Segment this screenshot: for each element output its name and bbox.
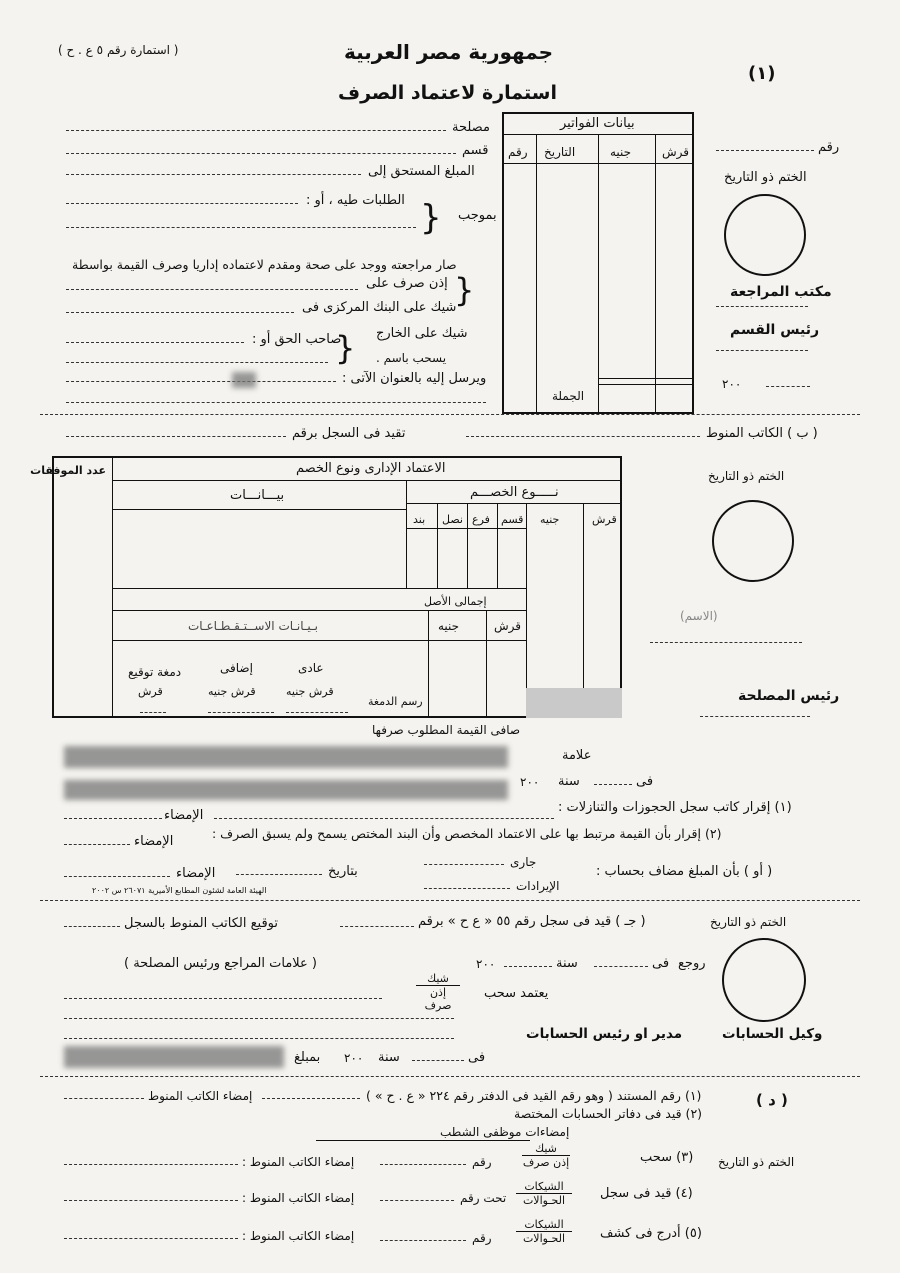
approvals-col-label: عدد الموفقات xyxy=(30,464,106,477)
net-value-label: صافى القيمة المطلوب صرفها xyxy=(372,723,521,737)
table-rule xyxy=(112,640,526,641)
table-rule xyxy=(437,503,438,588)
invoice-col-number: رقم xyxy=(508,145,528,159)
clerk-sign-label: إمضاء الكاتب المنوط : xyxy=(242,1155,355,1169)
document-number-field[interactable] xyxy=(262,1098,360,1099)
review-text: صار مراجعته ووجد على صحة ومقدم لاعتماده إداريا وصرف القيمة بواسطة xyxy=(72,257,457,272)
claims-field[interactable] xyxy=(66,203,298,204)
current-field[interactable] xyxy=(424,864,504,865)
claims-field-2[interactable] xyxy=(66,227,416,228)
address-field[interactable] xyxy=(66,381,336,382)
accounts-entry-item: (٢) قيد فى دفاتر الحسابات المختصة xyxy=(514,1106,703,1121)
admin-approval-label: الاعتماد الإدارى ونوع الخصم xyxy=(296,461,446,476)
republic-title: جمهورية مصر العربية xyxy=(344,40,554,64)
central-bank-check-field[interactable] xyxy=(66,312,294,313)
gross-total-label: إجمالى الأصل xyxy=(424,595,487,608)
discount-col-pounds: جنيه xyxy=(540,513,560,526)
approve-draw-field-2[interactable] xyxy=(64,1018,454,1019)
section-b-label: ( ب ) الكاتب المنوط xyxy=(706,426,818,441)
date-stamp-circle xyxy=(724,194,806,276)
document-number-item: (١) رقم المستند ( وهو رقم القيد فى الدفتر رقم ٢٢٤ « ع . ح » ) xyxy=(366,1088,702,1103)
table-rule xyxy=(655,134,656,414)
clerk-sign-label: إمضاء الكاتب المنوط : xyxy=(242,1229,355,1243)
section-divider xyxy=(40,414,860,415)
beneficiary-label: صاحب الحق أو : xyxy=(252,332,342,347)
on-label: فى xyxy=(468,1050,486,1065)
redacted-bar xyxy=(64,746,508,768)
declaration-1-field[interactable] xyxy=(214,818,554,819)
by-virtue-label: بموجب xyxy=(458,208,497,223)
number-field[interactable] xyxy=(716,150,814,151)
discount-col-piasters: قرش xyxy=(592,513,617,526)
section-divider xyxy=(40,1076,860,1077)
signature-field[interactable] xyxy=(64,844,130,845)
brace-icon: { xyxy=(335,329,356,367)
agency-field[interactable] xyxy=(66,130,446,131)
invoice-total-label: الجملة xyxy=(552,389,585,403)
revenues-field[interactable] xyxy=(424,888,510,889)
fraction-bills: الحـوالات xyxy=(522,1194,566,1207)
form-reference: ( استمارة رقم ٥ ع . ح ) xyxy=(58,43,179,57)
declaration-2: (٢) إقرار بأن القيمة مرتبط بها على الاعتماد المخصص وأن البند المختص يسمح ولم يسبق الصرف : xyxy=(212,826,722,841)
reviewer-marks-label: ( علامات المراجع ورئيس المصلحة ) xyxy=(124,956,318,971)
discount-col-section: قسم xyxy=(501,513,524,526)
or-added-label: ( أو ) بأن المبلغ مضاف بحساب : xyxy=(596,864,773,879)
agency-head-label: رئيس المصلحة xyxy=(738,688,840,704)
year-prefix: ٢٠٠ xyxy=(722,377,742,391)
beneficiary-field[interactable] xyxy=(66,342,244,343)
fraction-checks: الشيكات xyxy=(516,1218,572,1232)
table-rule xyxy=(583,503,584,718)
table-rule xyxy=(467,503,468,588)
drawn-in-name-field[interactable] xyxy=(66,362,328,363)
stamp-date-label: الختم ذو التاريخ xyxy=(718,1155,795,1169)
under-number-label: تحت رقم xyxy=(460,1191,507,1205)
current-label: جارى xyxy=(510,855,537,869)
year-label: سنة xyxy=(556,956,578,971)
ink-smudge xyxy=(232,372,256,388)
fraction-check: شيك xyxy=(416,972,460,986)
central-bank-check-label: شيك على البنك المركزى فى xyxy=(302,300,457,315)
signature-label: الإمضاء xyxy=(134,834,174,849)
agency-label: مصلحة xyxy=(452,120,490,135)
declaration-1: (١) إقرار كاتب سجل الحجوزات والتنازلات : xyxy=(558,800,792,815)
number-label: رقم xyxy=(472,1231,492,1245)
clerk-signature-field[interactable] xyxy=(64,926,120,927)
department-label: قسم xyxy=(462,143,489,158)
table-rule xyxy=(112,509,406,510)
amount-field[interactable] xyxy=(286,712,348,713)
section-c-entry: ( جـ ) قيد فى سجل رقم ٥٥ « ع ح » برقم xyxy=(418,914,646,929)
stamp-date-label: الختم ذو التاريخ xyxy=(710,915,787,929)
discount-type-label: نـــــوع الخصـــم xyxy=(470,485,559,500)
deductions-col-pounds: جنيه xyxy=(438,619,460,633)
approve-draw-field-3[interactable] xyxy=(64,1038,454,1039)
amount-due-field[interactable] xyxy=(66,174,361,175)
fraction-checks: الشيكات xyxy=(516,1180,572,1194)
table-rule xyxy=(497,503,498,588)
net-total-cell xyxy=(526,688,622,718)
on-label: فى xyxy=(636,774,654,789)
invoice-col-pounds: جنيه xyxy=(610,145,632,159)
fraction-bills: الحـوالات xyxy=(522,1232,566,1245)
year-label: سنة xyxy=(558,774,580,789)
stamp-date-label: الختم ذو التاريخ xyxy=(724,170,807,185)
clerk-sign-label: إمضاء الكاتب المنوط xyxy=(148,1089,253,1103)
address-label: ويرسل إليه بالعنوان الآتى : xyxy=(342,371,487,386)
fraction-payment-order: إذن صرف xyxy=(522,1156,570,1169)
regular-currency-label: قرش جنيه xyxy=(286,685,334,698)
payment-order-field[interactable] xyxy=(66,289,358,290)
year-field[interactable] xyxy=(504,966,552,967)
discount-col-branch: فرع xyxy=(472,513,490,526)
signature-field[interactable] xyxy=(64,876,170,877)
table-rule xyxy=(316,1140,530,1141)
deductions-col-piasters: قرش xyxy=(494,619,522,633)
approve-draw-label: يعتمد سحب xyxy=(484,986,549,1001)
table-rule xyxy=(406,503,622,504)
amount-due-label: المبلغ المستحق إلى xyxy=(368,164,475,179)
discount-col-item: بند xyxy=(413,513,426,526)
department-field[interactable] xyxy=(66,153,456,154)
table-rule xyxy=(598,378,694,379)
manager-label: مدير او رئيس الحسابات xyxy=(526,1026,683,1042)
mark-label: علامة xyxy=(562,748,592,763)
register-entry-item: (٤) قيد فى سجل xyxy=(600,1186,693,1201)
year-value: ٢٠٠ xyxy=(520,775,540,789)
fraction-check: شيك xyxy=(522,1142,570,1156)
register-entry-field[interactable] xyxy=(66,436,286,437)
date-stamp-circle xyxy=(712,500,794,582)
table-rule xyxy=(486,610,487,718)
signature-line xyxy=(650,642,802,643)
extra-label: إضافى xyxy=(220,661,253,675)
amount-field[interactable] xyxy=(140,712,166,713)
number-field[interactable] xyxy=(380,1164,466,1165)
table-rule xyxy=(428,610,429,718)
drawn-in-name-label: يسحب باسم . xyxy=(376,351,447,365)
table-rule xyxy=(526,503,527,718)
redacted-bar xyxy=(64,1046,284,1068)
under-number-field[interactable] xyxy=(380,1200,454,1201)
amount-field[interactable] xyxy=(208,712,274,713)
signature-line xyxy=(716,306,808,307)
redacted-bar xyxy=(64,780,508,800)
stamp-name-note: (الاسم) xyxy=(680,609,718,623)
clerk-signature-label: توقيع الكاتب المنوط بالسجل xyxy=(124,916,279,931)
data-label: بيـــانـــات xyxy=(230,488,285,503)
day-field[interactable] xyxy=(412,1060,464,1061)
foreign-check-label: شيك على الخارج xyxy=(376,326,468,341)
payment-order-label: إذن صرف على xyxy=(366,276,448,291)
amount-of-label: بمبلغ xyxy=(294,1050,321,1065)
signature-label: الإمضاء xyxy=(176,866,216,881)
stamp-currency-label: قرش xyxy=(138,685,163,698)
approve-draw-field[interactable] xyxy=(64,998,382,999)
regular-label: عادى xyxy=(298,661,324,675)
signature-line xyxy=(716,350,808,351)
clerk-sign-field[interactable] xyxy=(64,1200,238,1201)
table-rule xyxy=(112,456,113,718)
number-label: رقم xyxy=(472,1155,492,1169)
invoice-col-date: التاريخ xyxy=(544,145,576,159)
brace-icon: { xyxy=(420,198,442,238)
stamp-fee-label: رسم الدمغة xyxy=(368,695,423,708)
table-rule xyxy=(112,610,526,611)
discount-col-chapter: نصل xyxy=(442,513,463,526)
day-field[interactable] xyxy=(594,784,632,785)
fraction-payment-order: إذن صرف xyxy=(424,986,452,1012)
signature-label: الإمضاء xyxy=(164,808,204,823)
dated-label: بتاريخ xyxy=(328,864,358,879)
signature-field[interactable] xyxy=(64,818,162,819)
date-field[interactable] xyxy=(236,874,322,875)
check-or-payment-fraction xyxy=(522,1142,570,1169)
number-field[interactable] xyxy=(380,1240,466,1241)
invoice-table-title: بيانات الفواتير xyxy=(560,116,635,131)
statement-item: (٥) أدرج فى كشف xyxy=(600,1226,702,1241)
section-divider xyxy=(40,900,860,901)
table-rule xyxy=(112,480,622,481)
draw-item: (٣) سحب xyxy=(640,1150,694,1165)
register-entry-label: تقيد فى السجل برقم xyxy=(292,426,406,441)
clerk-sign-field[interactable] xyxy=(64,1098,144,1099)
check-or-payment-fraction xyxy=(416,972,460,1012)
staff-signatures-label: إمضاءات موظفى الشطب xyxy=(440,1125,570,1139)
reviewed-label: روجع xyxy=(678,956,706,971)
clerk-sign-label: إمضاء الكاتب المنوط : xyxy=(242,1191,355,1205)
accounts-agent-label: وكيل الحسابات xyxy=(722,1026,823,1042)
department-head-label: رئيس القسم xyxy=(730,322,820,338)
register-number-field[interactable] xyxy=(340,926,414,927)
revenues-label: الإيرادات xyxy=(516,879,560,893)
deductions-label: بـيـانـات الاســتـقـطـاعـات xyxy=(188,619,318,633)
year-field[interactable] xyxy=(766,386,810,387)
address-field-2[interactable] xyxy=(66,402,486,403)
table-rule xyxy=(112,588,526,589)
invoice-col-piasters: قرش xyxy=(662,145,690,159)
section-d-label: ( د ) xyxy=(756,1091,788,1109)
number-label: رقم xyxy=(818,140,840,155)
table-rule xyxy=(406,528,526,529)
table-rule xyxy=(536,134,537,414)
year-value: ٢٠٠ xyxy=(476,957,496,971)
clerk-sign-field[interactable] xyxy=(64,1164,238,1165)
table-rule xyxy=(598,134,599,414)
printer-note: الهيئة العامة لشئون المطابع الأميرية ٢٦٠٧١ س ٢٠٠٢ xyxy=(92,886,267,895)
table-rule xyxy=(406,480,407,588)
claims-label: الطلبات طيه ، أو : xyxy=(306,193,405,208)
on-label: فى xyxy=(652,956,670,971)
year-label: سنة xyxy=(378,1050,400,1065)
signature-line xyxy=(700,716,810,717)
form-title: استمارة لاعتماد الصرف xyxy=(338,82,557,104)
section-number: (١) xyxy=(748,63,776,84)
clerk-sign-field[interactable] xyxy=(64,1238,238,1239)
table-rule xyxy=(598,384,694,385)
review-office-label: مكتب المراجعة xyxy=(730,284,832,300)
stamp-payment-label: دمغة توقيع xyxy=(128,665,182,679)
checks-or-bills-fraction xyxy=(516,1180,572,1207)
brace-icon: { xyxy=(454,271,475,309)
day-field[interactable] xyxy=(594,966,648,967)
stamp-date-label: الختم ذو التاريخ xyxy=(708,469,785,483)
clerk-field[interactable] xyxy=(466,436,700,437)
checks-or-bills-fraction xyxy=(516,1218,572,1245)
date-stamp-circle xyxy=(722,938,806,1022)
year-value: ٢٠٠ xyxy=(344,1051,364,1065)
extra-currency-label: قرش جنيه xyxy=(208,685,256,698)
